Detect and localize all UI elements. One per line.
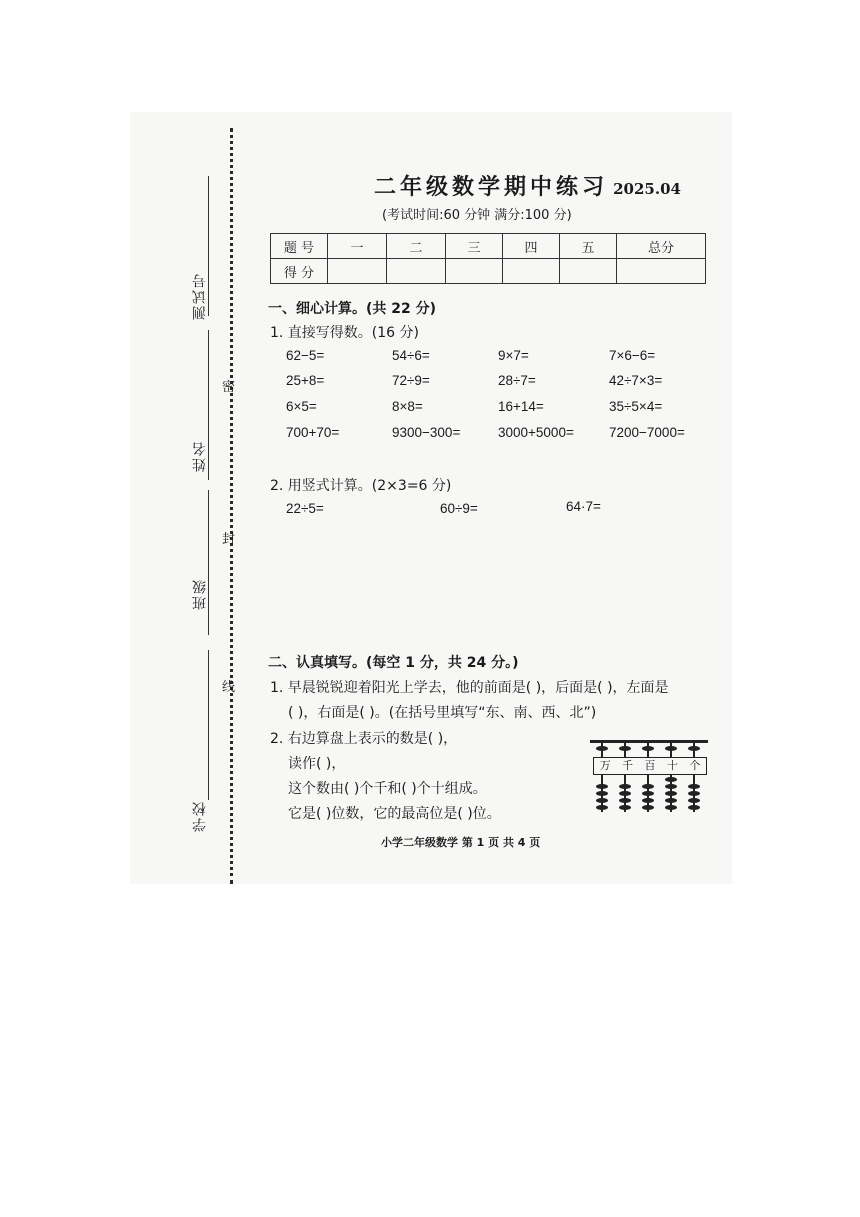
seal-feng: 封 xyxy=(222,532,236,547)
abacus-bead xyxy=(665,791,677,796)
abacus-bead xyxy=(619,805,631,810)
exam-title: 二年级数学期中练习 xyxy=(374,174,609,200)
school-label: 学校 xyxy=(192,800,208,832)
calc-item: 9300−300= xyxy=(392,425,461,440)
abacus-bead xyxy=(688,746,700,751)
score-table-score-row xyxy=(271,259,706,284)
abacus-bead xyxy=(665,746,677,751)
abacus-place-label: 万 xyxy=(599,759,611,772)
abacus-place-label: 千 xyxy=(622,759,634,772)
vertical-calc-item: 22÷5= xyxy=(286,501,324,516)
abacus-place-label: 个 xyxy=(689,759,701,772)
score-header-cell: 四 xyxy=(503,234,560,259)
abacus-bead xyxy=(619,798,631,803)
exam-date: 2025.04 xyxy=(613,180,681,198)
vertical-calc-item: 60÷9= xyxy=(440,501,478,516)
section2-q2-line4: 它是( )位数，它的最高位是( )位。 xyxy=(288,806,501,822)
calc-item: 3000+5000= xyxy=(498,425,574,440)
section2-q1-line1: 1. 早晨锐锐迎着阳光上学去，他的前面是( )，后面是( )，左面是 xyxy=(270,680,669,696)
score-header-cell: 题 号 xyxy=(271,234,328,259)
calc-item: 8×8= xyxy=(392,399,423,414)
class-line xyxy=(208,490,209,635)
abacus-bead xyxy=(596,805,608,810)
abacus-bead xyxy=(642,805,654,810)
score-table xyxy=(270,233,706,284)
abacus-bead xyxy=(619,791,631,796)
class-label: 班级 xyxy=(192,578,208,610)
seal-mi: 密 xyxy=(222,380,236,395)
abacus-bead xyxy=(642,784,654,789)
abacus-bead xyxy=(665,777,677,782)
score-cell[interactable] xyxy=(328,259,387,284)
seal-xian: 线 xyxy=(222,680,236,695)
abacus-bead xyxy=(688,791,700,796)
abacus-bead xyxy=(596,791,608,796)
section2-q2-line2: 读作( )， xyxy=(288,756,346,772)
abacus-place-label: 十 xyxy=(666,759,678,772)
calc-item: 16+14= xyxy=(498,399,544,414)
calc-item: 700+70= xyxy=(286,425,340,440)
score-cell[interactable] xyxy=(446,259,503,284)
abacus-bead xyxy=(642,798,654,803)
exam-subtitle: (考试时间:60 分钟 满分:100 分) xyxy=(382,208,572,223)
abacus-bead xyxy=(619,784,631,789)
score-row-label: 得 分 xyxy=(271,259,328,284)
score-table-header-row xyxy=(271,234,706,259)
abacus-bead xyxy=(596,784,608,789)
exam-title-block xyxy=(374,170,681,201)
calc-item: 7×6−6= xyxy=(609,348,656,363)
score-header-cell: 总分 xyxy=(617,234,706,259)
exam-no-label: 测试号 xyxy=(192,272,208,320)
score-cell[interactable] xyxy=(617,259,706,284)
abacus-top-bar xyxy=(590,740,708,743)
score-cell[interactable] xyxy=(503,259,560,284)
calc-item: 62−5= xyxy=(286,348,325,363)
abacus-bead xyxy=(619,746,631,751)
calc-item: 72÷9= xyxy=(392,373,430,388)
school-line xyxy=(208,650,209,800)
abacus-bead xyxy=(688,805,700,810)
score-header-cell: 三 xyxy=(446,234,503,259)
calc-item: 42÷7×3= xyxy=(609,373,663,388)
binding-dotted-line xyxy=(230,128,233,884)
abacus-bead xyxy=(665,798,677,803)
abacus-place-labels xyxy=(593,757,707,775)
abacus-bead xyxy=(665,784,677,789)
score-header-cell: 二 xyxy=(387,234,446,259)
abacus-bead xyxy=(596,798,608,803)
abacus-bead xyxy=(688,784,700,789)
calc-item: 25+8= xyxy=(286,373,325,388)
abacus-bead xyxy=(642,746,654,751)
section1-q1-label: 1. 直接写得数。(16 分) xyxy=(270,325,419,341)
calc-item: 28÷7= xyxy=(498,373,536,388)
calc-item: 54÷6= xyxy=(392,348,430,363)
section2-q1-line2: ( )，右面是( )。(在括号里填写“东、南、西、北”) xyxy=(288,705,597,721)
score-cell[interactable] xyxy=(387,259,446,284)
abacus-bead xyxy=(642,791,654,796)
section2-q2-line1: 2. 右边算盘上表示的数是( )， xyxy=(270,731,458,747)
page-footer: 小学二年级数学 第 1 页 共 4 页 xyxy=(381,836,541,849)
abacus-bead xyxy=(688,798,700,803)
calc-item: 7200−7000= xyxy=(609,425,685,440)
calc-item: 6×5= xyxy=(286,399,317,414)
name-label: 姓名 xyxy=(192,440,208,472)
score-cell[interactable] xyxy=(560,259,617,284)
abacus-place-label: 百 xyxy=(644,759,656,772)
calc-item: 35÷5×4= xyxy=(609,399,663,414)
section2-q2-line3: 这个数由( )个千和( )个十组成。 xyxy=(288,781,487,797)
vertical-calc-item: 64·7= xyxy=(566,499,601,514)
section2-heading: 二、认真填写。(每空 1 分，共 24 分。) xyxy=(268,655,519,671)
abacus-bead xyxy=(665,805,677,810)
score-header-cell: 五 xyxy=(560,234,617,259)
score-header-cell: 一 xyxy=(328,234,387,259)
section1-q2-label: 2. 用竖式计算。(2×3=6 分) xyxy=(270,478,452,494)
abacus-figure xyxy=(590,738,710,814)
section1-heading: 一、细心计算。(共 22 分) xyxy=(268,301,437,317)
calc-item: 9×7= xyxy=(498,348,529,363)
abacus-bead xyxy=(596,746,608,751)
